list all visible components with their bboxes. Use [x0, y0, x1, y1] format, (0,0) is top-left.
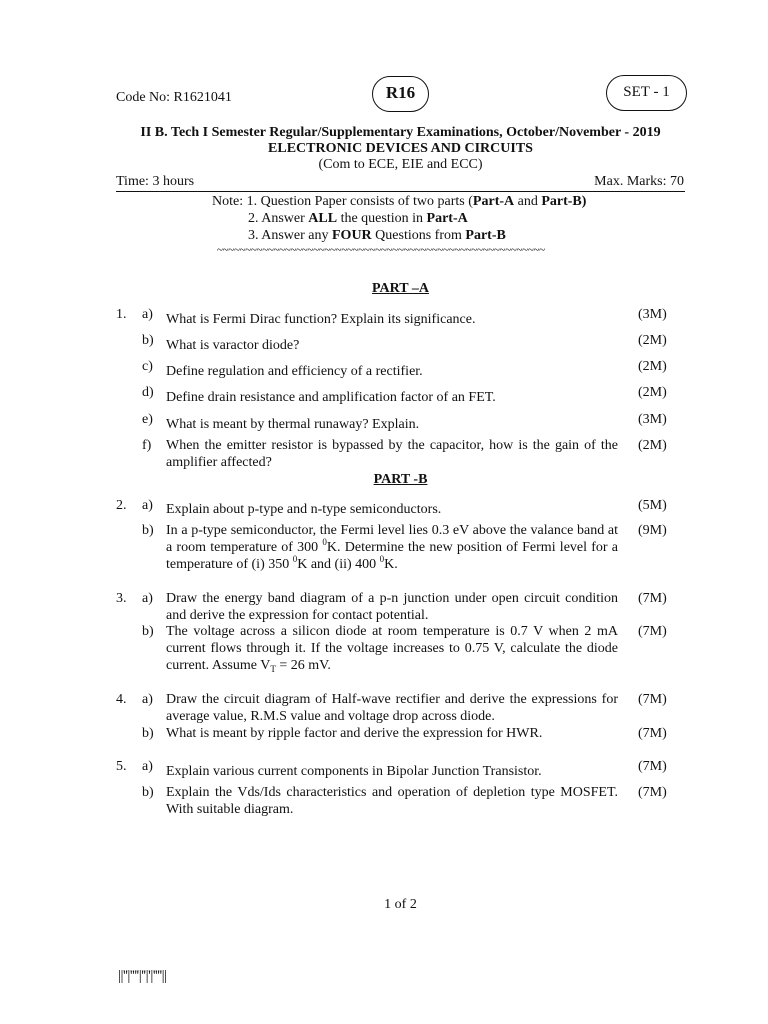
page-number: 1 of 2	[384, 897, 417, 912]
question-text: When the emitter resistor is bypassed by the capacitor, how is the gain of the amplifier affected?	[166, 438, 618, 470]
part-a-heading: PART –A	[372, 281, 429, 296]
marks: (7M)	[638, 785, 667, 800]
subquestion-label: f)	[142, 438, 152, 453]
marks: (7M)	[638, 759, 667, 774]
subquestion-label: b)	[142, 726, 154, 741]
set-badge: SET - 1	[606, 75, 687, 111]
marks: (3M)	[638, 307, 667, 322]
branches: (Com to ECE, EIE and ECC)	[318, 157, 483, 172]
question-number: 4.	[116, 692, 127, 707]
subquestion-label: c)	[142, 359, 153, 374]
question-text: The voltage across a silicon diode at room temperature is 0.7 V when 2 mA current flows through it. If the voltage increases to 0.75 V, calculate the diode current. Assume $V_T = 26$ mV.	[166, 624, 618, 674]
note-2: 2. Answer ALL the question in Part-A	[248, 211, 468, 226]
part-b-heading: PART -B	[373, 472, 428, 487]
question-text: Define regulation and efficiency of a rectifier.	[166, 364, 423, 379]
code-number: Code No: R1621041	[116, 90, 232, 105]
question-number: 3.	[116, 591, 127, 606]
note-1: Note: 1. Question Paper consists of two parts (Part-A and Part-B)	[212, 194, 587, 209]
marks: (2M)	[638, 385, 667, 400]
question-number: 5.	[116, 759, 127, 774]
question-text: What is varactor diode?	[166, 338, 300, 353]
barcode: ||''|''''|''|'|''''||	[118, 968, 167, 984]
subquestion-label: d)	[142, 385, 154, 400]
question-text: Explain various current components in Bipolar Junction Transistor.	[166, 764, 542, 779]
subquestion-label: a)	[142, 759, 153, 774]
question-number: 1.	[116, 307, 127, 322]
question-text: What is Fermi Dirac function? Explain its significance.	[166, 312, 476, 327]
subquestion-label: b)	[142, 523, 154, 538]
subquestion-label: a)	[142, 498, 153, 513]
note-3: 3. Answer any FOUR Questions from Part-B	[248, 228, 506, 243]
marks: (7M)	[638, 692, 667, 707]
marks: (9M)	[638, 523, 667, 538]
question-text: Draw the energy band diagram of a p-n junction under open circuit condition and derive the expression for contact potential.	[166, 591, 618, 623]
subject-title: ELECTRONIC DEVICES AND CIRCUITS	[268, 141, 533, 156]
question-text: What is meant by ripple factor and derive the expression for HWR.	[166, 726, 543, 741]
subquestion-label: a)	[142, 692, 153, 707]
subquestion-label: e)	[142, 412, 153, 427]
subquestion-label: b)	[142, 785, 154, 800]
marks: (5M)	[638, 498, 667, 513]
marks: (2M)	[638, 359, 667, 374]
question-text: Draw the circuit diagram of Half-wave rectifier and derive the expressions for average value, R.M.S value and voltage drop across diode.	[166, 692, 618, 724]
marks: (7M)	[638, 726, 667, 741]
subquestion-label: b)	[142, 624, 154, 639]
marks: (3M)	[638, 412, 667, 427]
question-number: 2.	[116, 498, 127, 513]
exam-time: Time: 3 hours	[116, 174, 195, 189]
header-divider	[116, 191, 685, 192]
marks: (7M)	[638, 624, 667, 639]
question-text: Explain the Vds/Ids characteristics and operation of depletion type MOSFET. With suitable diagram.	[166, 785, 618, 817]
question-text: What is meant by thermal runaway? Explain.	[166, 417, 420, 432]
question-text: Explain about p-type and n-type semiconductors.	[166, 502, 442, 517]
tilde-divider: ~~~~~~~~~~~~~~~~~~~~~~~~~~~~~~~~~~~~~~~~~~~~~~~~~~~~~~~~~~	[217, 244, 545, 256]
marks: (2M)	[638, 333, 667, 348]
question-text: Define drain resistance and amplification factor of an FET.	[166, 390, 496, 405]
marks: (7M)	[638, 591, 667, 606]
subquestion-label: b)	[142, 333, 154, 348]
exam-title: II B. Tech I Semester Regular/Supplementary Examinations, October/November - 2019	[140, 125, 661, 140]
subquestion-label: a)	[142, 307, 153, 322]
marks: (2M)	[638, 438, 667, 453]
subquestion-label: a)	[142, 591, 153, 606]
question-text: In a p-type semiconductor, the Fermi level lies 0.3 eV above the valance band at a room temperature of 300 $^0$K. Determine the new position of Fermi level for a temperature of (i) 350 $^0$K and (ii) 400 $^0$K.	[166, 523, 619, 572]
regulation-badge: R16	[372, 76, 429, 112]
max-marks: Max. Marks: 70	[594, 174, 684, 189]
